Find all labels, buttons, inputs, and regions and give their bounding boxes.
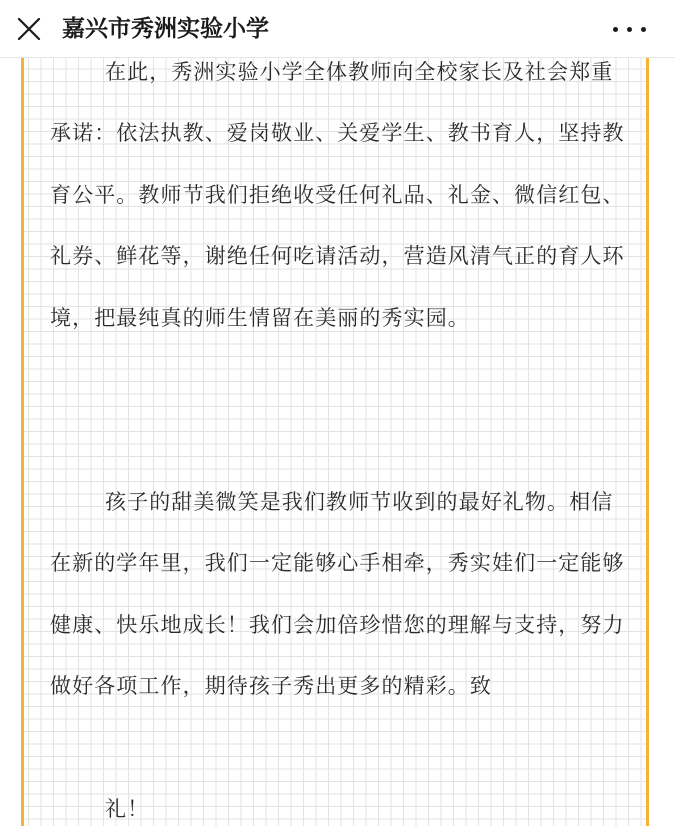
article-paragraph: 礼！ (105, 797, 150, 821)
close-icon (17, 18, 41, 40)
more-options-button[interactable] (609, 14, 653, 44)
page-title: 嘉兴市秀洲实验小学 (62, 16, 269, 42)
top-nav-bar (0, 0, 675, 58)
more-icon-dot (641, 27, 646, 32)
article-content (21, 58, 649, 826)
more-icon-dot (627, 27, 632, 32)
close-button[interactable] (8, 8, 50, 50)
article-paragraph: 孩子的甜美微笑是我们教师节收到的最好礼物。相信在新的学年里，我们一定能够心手相牵，秀实娃们一定能够健康、快乐地成长！我们会加倍珍惜您的理解与支持，努力做好各项工作，期待孩子秀出更多的精彩。致 (50, 490, 625, 699)
more-icon (613, 27, 618, 32)
article-paragraph: 在此，秀洲实验小学全体教师向全校家长及社会郑重承诺：依法执教、爱岗敬业、关爱学生、教书育人，坚持教育公平。教师节我们拒绝收受任何礼品、礼金、微信红包、礼券、鲜花等，谢绝任何吃请活动，营造风清气正的育人环境，把最纯真的师生情留在美丽的秀实园。 (50, 60, 625, 330)
